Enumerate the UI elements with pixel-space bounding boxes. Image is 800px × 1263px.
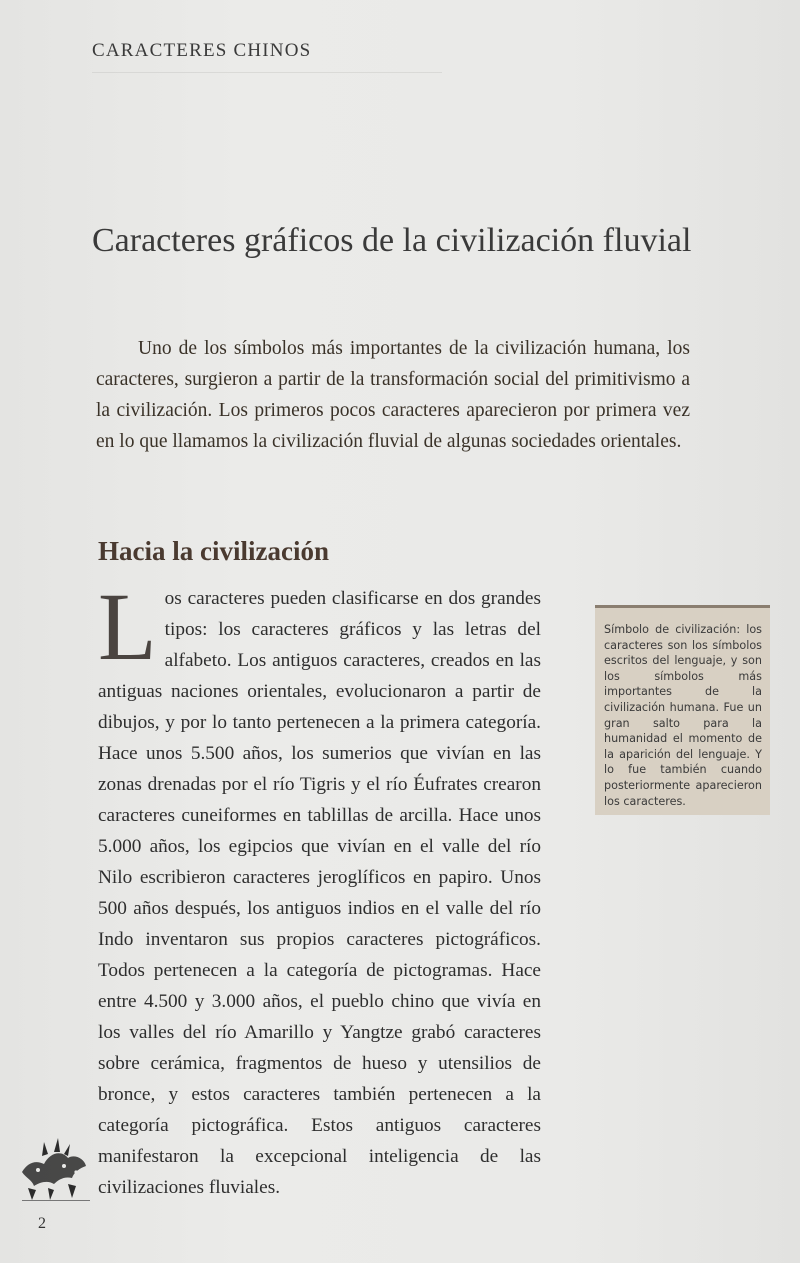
sidebar-caption: Símbolo de civilización: los caracteres son los símbolos escritos del lenguaje, y son los símbolos más importantes de la civilización humana. Fue un gran salto para la humanidad el momento de la aparición del lenguaje. Y lo fue también cuando posteriormente aparecieron los caracteres.: [604, 623, 762, 808]
sidebar-caption-box: [595, 605, 770, 815]
body-text: os caracteres pueden clasificarse en dos grandes tipos: los caracteres gráficos y las letras del alfabeto. Los antiguos caracteres, creados en las antiguas naciones orientales, evolucionaron a partir de dibujos, y por lo tanto pertenecen a la primera categoría. Hace unos 5.500 años, los sumerios que vivían en las zonas drenadas por el río Tigris y el río Éufrates crearon caracteres cuneiformes en tablillas de arcilla. Hace unos 5.000 años, los egipcios que vivían en el valle del río Nilo escribieron caracteres jeroglíficos en papiro. Unos 500 años después, los antiguos indios en el valle del río Indo inventaron sus propios caracteres pictográficos. Todos pertenecen a la categoría de pictogramas. Hace entre 4.500 y 3.000 años, el pueblo chino que vivía en los valles del río Amarillo y Yangtze grabó caracteres sobre cerámica, fragmentos de hueso y utensilios de bronce, y estos caracteres también pertenecen a la categoría pictográfica. Estos antiguos caracteres manifestaron la excepcional inteligencia de las civilizaciones fluviales.: [98, 588, 541, 1198]
section-title: Hacia la civilización: [98, 536, 329, 566]
chinese-ornament-icon: [14, 1132, 92, 1204]
page-number: 2: [38, 1215, 46, 1232]
running-header: CARACTERES CHINOS: [92, 40, 312, 61]
header-rule: [92, 72, 442, 73]
footer-rule: [22, 1200, 90, 1201]
intro-paragraph: Uno de los símbolos más importantes de la civilización humana, los caracteres, surgieron a partir de la transformación social del primitivismo a la civilización. Los primeros pocos caracteres aparecieron por primera vez en lo que llamamos la civilización fluvial de algunas sociedades orientales.: [96, 338, 690, 452]
chapter-title: Caracteres gráficos de la civilización fluvial: [92, 222, 692, 259]
body-paragraph: [98, 573, 541, 1203]
drop-cap: L: [98, 573, 157, 680]
